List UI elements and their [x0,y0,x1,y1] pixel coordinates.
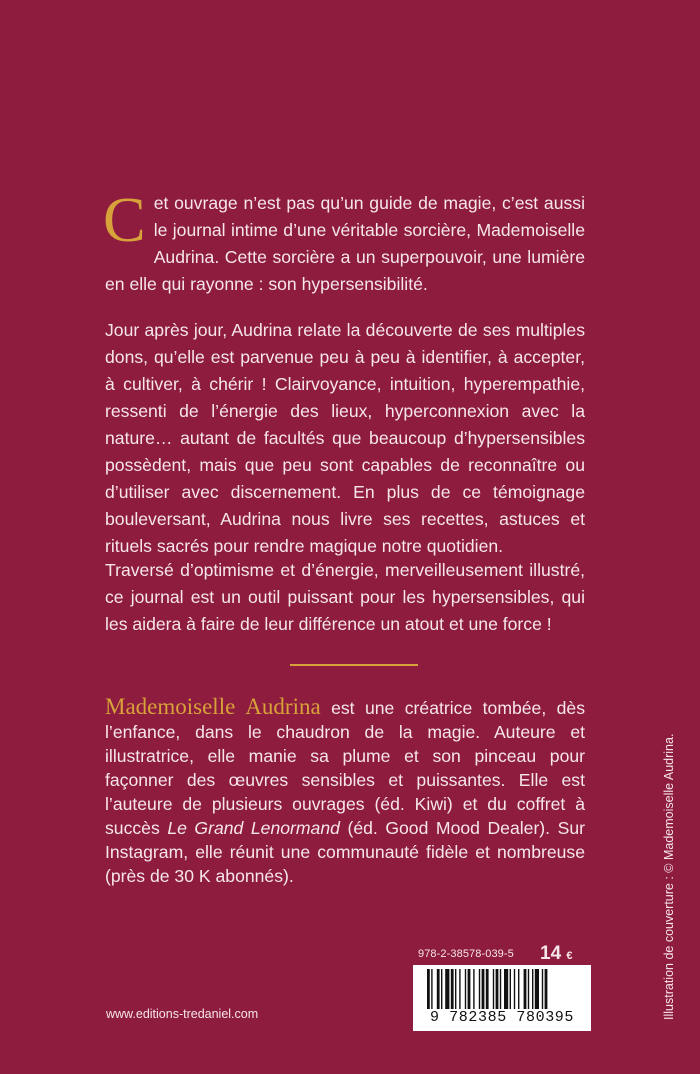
price-amount: 14 [540,943,562,964]
cover-illustration-credit: Illustration de couverture : © Mademoiselle Audrina. [662,733,676,1020]
barcode-bar [496,969,499,1009]
gold-divider [290,664,418,666]
barcode-bar [486,969,489,1009]
barcode-bar [545,969,548,1009]
barcode-bar [493,969,494,1009]
blurb-paragraph-3: Traversé d’optimisme et d’énergie, merveilleusement illustré, ce journal est un outil puissant pour les hypersensibles, qui les aidera à faire de leur différence un atout et une force ! [105,560,585,634]
barcode-bar [535,969,539,1009]
barcode-bar [473,969,474,1009]
author-bio-book-title: Le Grand Lenormand [167,818,340,838]
author-name: Mademoiselle Audrina [105,694,321,719]
barcode-bar [479,969,480,1009]
blurb-paragraph-1 [103,184,585,298]
barcode-bar [482,969,485,1009]
barcode-bar [532,969,533,1009]
author-bio-text-2: (éd. Good Mood Dealer). Sur Instagram, elle réunit une communauté fidèle et nombreuse (près de 30 K abonnés). [105,818,585,886]
barcode-bar [468,969,471,1009]
barcode-bar [431,969,432,1009]
author-bio [105,695,585,888]
barcode-bar [504,969,508,1009]
barcode-bar [542,969,543,1009]
barcode-bar [441,969,442,1009]
barcode-bar [455,969,456,1009]
isbn-number: 978-2-38578-039-5 [418,948,514,960]
barcode-bar [500,969,501,1009]
barcode-bar [427,969,430,1009]
barcode-bars [413,965,591,1011]
barcode-bar [459,969,460,1009]
barcode-bar [451,969,454,1009]
drop-cap: C [103,184,146,255]
barcode-digits: 9 782385 780395 [429,1009,575,1026]
price [540,943,573,965]
barcode [413,965,591,1031]
blurb-paragraph-2: Jour après jour, Audrina relate la découverte de ses multiples dons, qu’elle est parvenue peu à peu à identifier, à accepter, à cultiver, à chérir ! Clairvoyance, intuition, hyperempathie, ressenti de l’énergie des lieux, hyperconnexion avec la nature… autant de facultés que beaucoup d’hypersensibles possèdent, mais que peu sont capables de reconnaître ou d’utiliser avec discernement. En plus de ce témoignage bouleversant, Audrina nous livre ses recettes, astuces et rituels sacrés pour rendre magique notre quotidien. [105,320,585,556]
barcode-bar [465,969,466,1009]
barcode-bar [518,969,519,1009]
barcode-bar [445,969,449,1009]
barcode-bar [437,969,440,1009]
barcode-bar [514,969,515,1009]
author-bio-text-1: est une créatrice tombée, dès l’enfance, dans le chaudron de la magie. Auteure et illustratrice, elle manie sa plume et son pinceau pour façonner des œuvres sensibles et puissantes. Elle est l’auteure de plusieurs ouvrages (éd. Kiwi) et du coffret à succès [105,698,585,838]
barcode-bar [524,969,527,1009]
price-currency: € [566,950,573,962]
barcode-bar [510,969,511,1009]
barcode-bar [528,969,529,1009]
publisher-website: www.editions-tredaniel.com [106,1007,259,1021]
blurb-paragraph-1-text: et ouvrage n’est pas qu’un guide de magie, c’est aussi le journal intime d’une véritable sorcière, Mademoiselle Audrina. Cette sorcière a un superpouvoir, une lumière en elle qui rayonne : son hypersensibilité. [105,193,585,294]
